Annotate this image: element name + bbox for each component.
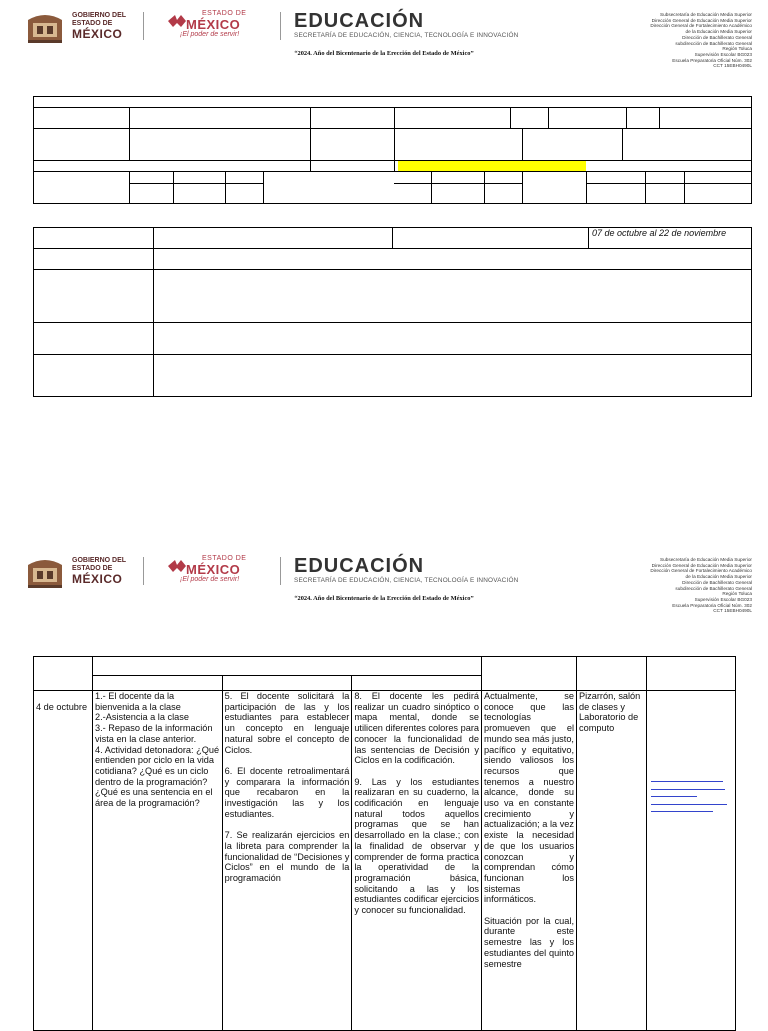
educacion-logo	[294, 10, 518, 39]
gov-line-1: GOBIERNO DEL	[72, 12, 127, 19]
info-line: Dirección de Bachillerato General	[682, 34, 752, 40]
info-line: Supervisión Escolar BG023	[694, 596, 752, 602]
activity-text: Actualmente, se conoce que las tecnologías promueven que el mundo sea más justo, pacífico y equitativo, siendo valiosos los recursos que tenemos a nuestro alcance, donde su uso va en constante crecimiento y actualización; a la vez existe la necesidad de que los usuarios conozcan y comprendan cómo funcionan los sistemas informáticos.	[484, 691, 574, 905]
header-cell	[34, 657, 93, 691]
info-line: subdirección de Bachillerato General	[675, 40, 752, 46]
link-2[interactable]	[651, 789, 725, 790]
header-cell	[93, 657, 482, 676]
year-motto: “2024. Año del Bicentenario de la Erección del Estado de México”	[294, 50, 474, 57]
info-line: Dirección General de Educación Media Superior	[651, 562, 752, 568]
activity-text: 8. El docente les pedirá realizar un cuadro sinóptico o mapa mental, donde se utilicen diferentes colores para conocer la funcionalidad de las sentencias de Decisión y Ciclos en la codificación.	[354, 691, 479, 766]
highlighted-cell	[398, 161, 586, 171]
gov-line-3: MÉXICO	[72, 27, 123, 41]
educ-subtitle: SECRETARÍA DE EDUCACIÓN, CIENCIA, TECNOLOGÍA E INNOVACIÓN	[294, 577, 519, 584]
resources-text: Pizarrón, salón de clases y Laboratorio de computo	[579, 691, 641, 734]
educacion-logo	[294, 555, 518, 584]
activity-text: 4. Actividad detonadora: ¿Qué entienden por ciclo en la vida cotidiana? ¿Qué es un ciclo dentro de la programación? ¿Qué es una sentencia en el área de la programación?	[95, 744, 220, 809]
activity-text: Situación por la cual, durante este semestre las y los estudiantes del quinto semestre	[484, 915, 574, 969]
link-1[interactable]	[651, 781, 723, 782]
activities-table	[33, 656, 736, 1031]
table-cell	[34, 323, 154, 355]
gov-line-1: GOBIERNO DEL	[72, 557, 127, 564]
info-line: de la Educación Media Superior	[685, 574, 752, 580]
table-cell	[34, 355, 154, 397]
table-cell	[34, 228, 154, 249]
government-logo-text	[72, 557, 126, 585]
educ-title: EDUCACIÓN	[294, 10, 425, 32]
edomex-logo	[160, 10, 270, 40]
letterhead	[0, 0, 768, 80]
info-line: Dirección de Bachillerato General	[682, 579, 752, 585]
info-line: Región Toluca	[722, 591, 752, 597]
header-cell	[352, 676, 482, 691]
divider	[143, 12, 144, 40]
table-cell	[154, 323, 752, 355]
year-motto: “2024. Año del Bicentenario de la Erección del Estado de México”	[294, 595, 474, 602]
edomex-top: ESTADO DE	[202, 555, 247, 562]
table-cell	[154, 355, 752, 397]
activity-text: 2.-Asistencia a la clase	[95, 712, 189, 723]
edomex-slogan: ¡El poder de servir!	[180, 31, 240, 38]
info-line: Subsecretaría de Educación Media Superior	[660, 557, 752, 562]
info-line: Supervisión Escolar BG023	[694, 51, 752, 57]
table-cell	[154, 270, 752, 323]
gov-line-2: ESTADO DE	[72, 565, 113, 572]
divider	[280, 557, 281, 585]
state-seal-icon	[24, 10, 66, 44]
edomex-top: ESTADO DE	[202, 10, 247, 17]
links-cell	[647, 691, 736, 1031]
info-line: CCT 15EBH0490L	[713, 63, 752, 69]
divider	[280, 12, 281, 40]
edomex-logo	[160, 555, 270, 585]
header-cell	[482, 657, 577, 691]
educ-subtitle: SECRETARÍA DE EDUCACIÓN, CIENCIA, TECNOLOGÍA E INNOVACIÓN	[294, 32, 519, 39]
recursos-cell	[577, 691, 647, 1031]
info-line: subdirección de Bachillerato General	[675, 585, 752, 591]
divider	[143, 557, 144, 585]
letterhead	[0, 545, 768, 625]
institution-info	[650, 12, 752, 69]
info-line: Región Toluca	[722, 46, 752, 52]
link-5[interactable]	[651, 811, 713, 812]
activity-text: 1.- El docente da la bienvenida a la clase	[95, 691, 181, 712]
general-data-table	[33, 96, 752, 204]
gov-line-3: MÉXICO	[72, 572, 123, 586]
edomex-slogan: ¡El poder de servir!	[180, 576, 240, 583]
date-text: 4 de octubre	[36, 702, 88, 712]
link-3[interactable]	[651, 796, 697, 797]
info-line: Escuela Preparatoria Oficial Núm. 302	[672, 57, 752, 63]
info-line: Dirección General de Fortalecimiento Académico	[650, 568, 752, 574]
activity-text: 6. El docente retroalimentará y comparara la información que recabaron en la investigación las y los estudiantes.	[224, 765, 350, 819]
activity-text: 3.- Repaso de la información vista en la clase anterior.	[95, 723, 213, 744]
table-cell	[154, 249, 752, 270]
inicio-cell	[93, 691, 223, 1031]
info-line: Dirección General de Educación Media Superior	[651, 17, 752, 23]
state-seal-icon	[24, 555, 66, 589]
header-cell	[647, 657, 736, 691]
transversal-cell	[482, 691, 577, 1031]
activity-text: 5. El docente solicitará la participación de las y los estudiantes para establecer un concepto en lenguaje natural sobre el concepto de Ciclos.	[224, 691, 350, 755]
date-range: 07 de octubre al 22 de noviembre	[589, 228, 752, 249]
header-cell	[577, 657, 647, 691]
info-line: Subsecretaría de Educación Media Superior	[660, 12, 752, 17]
planning-info-table	[33, 227, 752, 397]
educ-title: EDUCACIÓN	[294, 555, 425, 577]
edomex-name: MÉXICO	[186, 17, 241, 32]
table-cell	[34, 270, 154, 323]
cierre-cell	[352, 691, 482, 1031]
info-line: de la Educación Media Superior	[685, 29, 752, 35]
flower-logo-icon	[166, 559, 188, 573]
government-logo-text	[72, 12, 126, 40]
session-date	[34, 691, 93, 1031]
table-cell	[34, 249, 154, 270]
table-cell	[393, 228, 589, 249]
gov-line-2: ESTADO DE	[72, 20, 113, 27]
link-4[interactable]	[651, 804, 727, 805]
header-cell	[222, 676, 352, 691]
desarrollo-cell	[222, 691, 352, 1031]
institution-info	[650, 557, 752, 614]
activity-text: 7. Se realizarán ejercicios en la libreta para comprender la funcionalidad de “Decisiones y Ciclos” en el mundo de la programación	[224, 830, 350, 883]
header-cell	[93, 676, 223, 691]
info-line: Escuela Preparatoria Oficial Núm. 302	[672, 602, 752, 608]
edomex-name: MÉXICO	[186, 562, 241, 577]
info-line: Dirección General de Fortalecimiento Académico	[650, 23, 752, 29]
info-line: CCT 15EBH0490L	[713, 608, 752, 614]
flower-logo-icon	[166, 14, 188, 28]
activity-text: 9. Las y los estudiantes realizaran en su cuaderno, la codificación en lenguaje natural todos aquellos programas que se han desarrollado en la clase.; con la finalidad de observar y comprender de forma practica la operatividad de la programación básica, solicitando a las y los estudiantes codificar ejercicios y conocer su funcionalidad.	[354, 776, 479, 916]
table-cell	[154, 228, 393, 249]
